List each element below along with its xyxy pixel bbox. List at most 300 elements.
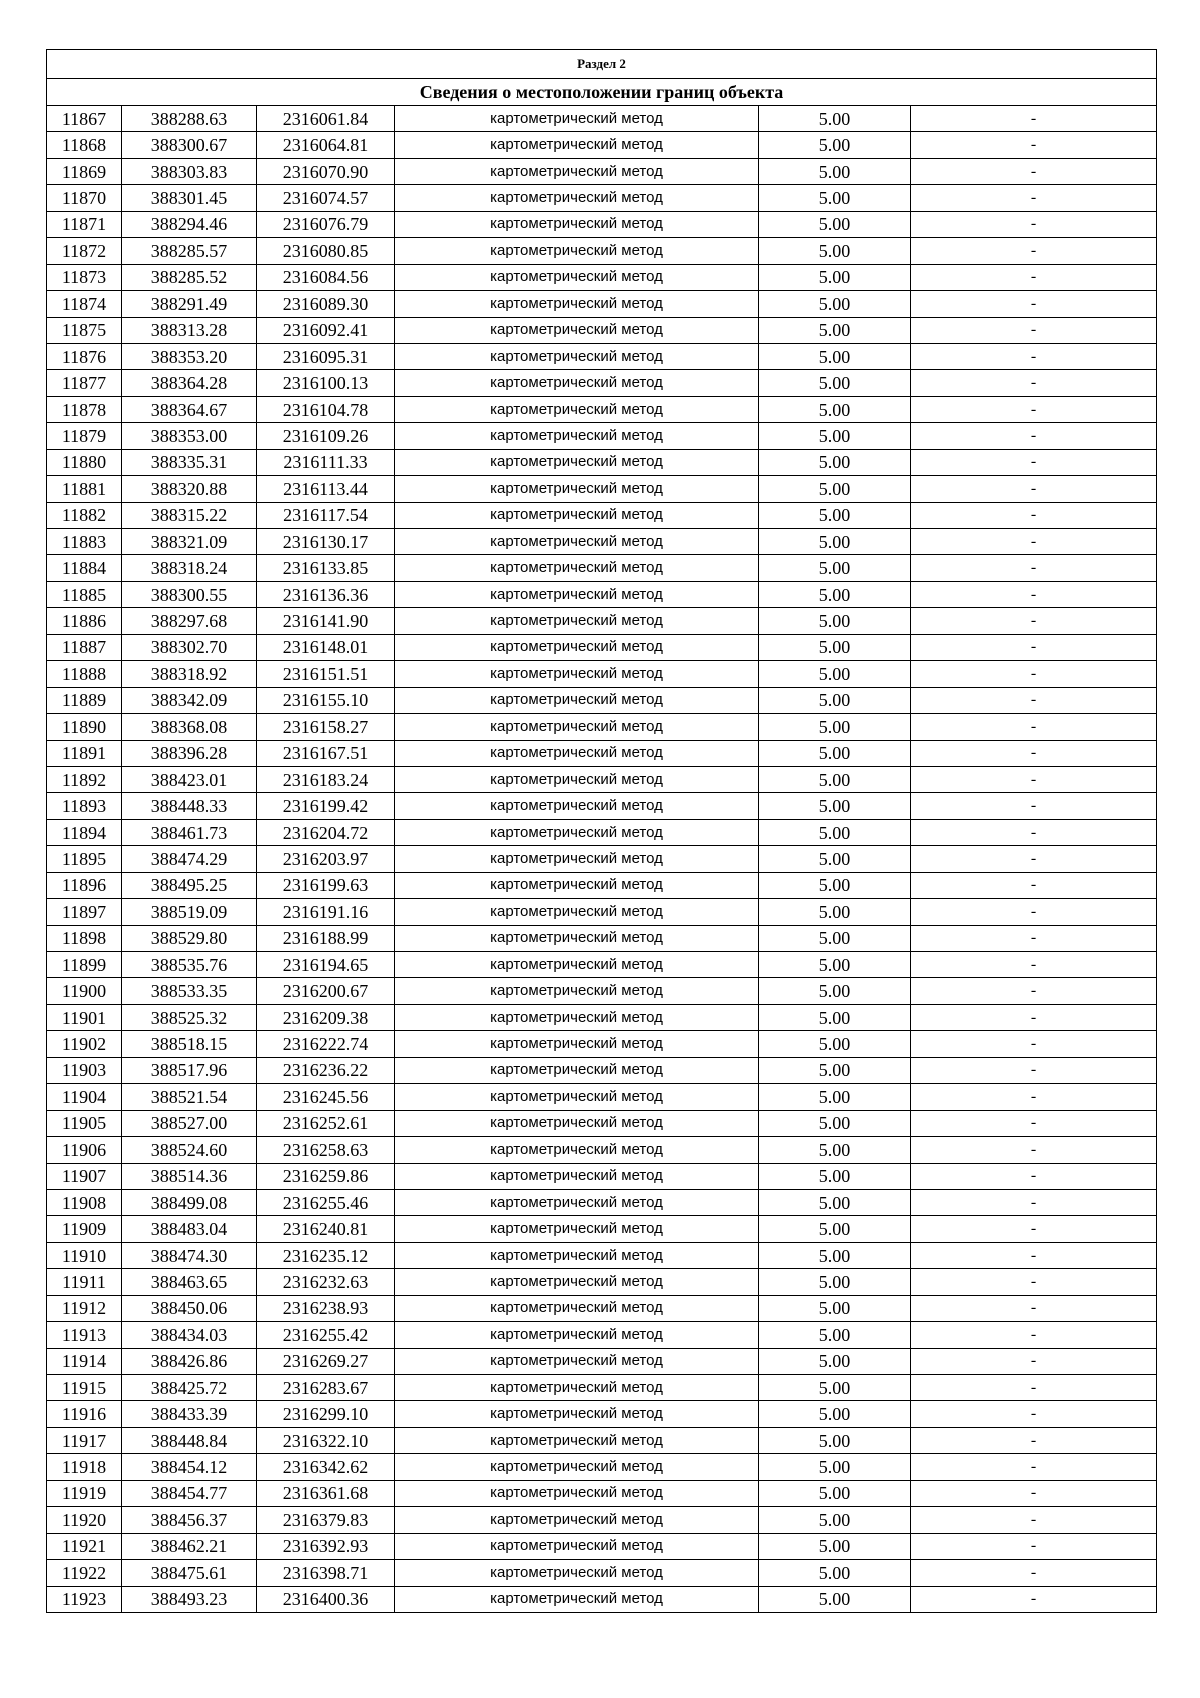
method-cell: картометрический метод (395, 132, 759, 158)
x-coordinate-cell: 388527.00 (122, 1110, 257, 1136)
note-cell: - (911, 1216, 1157, 1242)
method-cell: картометрический метод (395, 476, 759, 502)
table-title: Сведения о местоположении границ объекта (47, 79, 1157, 106)
x-coordinate-cell: 388300.55 (122, 581, 257, 607)
y-coordinate-cell: 2316398.71 (257, 1560, 395, 1586)
note-cell: - (911, 581, 1157, 607)
x-coordinate-cell: 388525.32 (122, 1004, 257, 1030)
accuracy-cell: 5.00 (759, 1269, 911, 1295)
y-coordinate-cell: 2316252.61 (257, 1110, 395, 1136)
point-number-cell: 11899 (47, 952, 122, 978)
method-cell: картометрический метод (395, 343, 759, 369)
point-number-cell: 11877 (47, 370, 122, 396)
y-coordinate-cell: 2316155.10 (257, 687, 395, 713)
note-cell: - (911, 1137, 1157, 1163)
note-cell: - (911, 634, 1157, 660)
y-coordinate-cell: 2316361.68 (257, 1480, 395, 1506)
accuracy-cell: 5.00 (759, 264, 911, 290)
table-row (47, 766, 1157, 792)
method-cell: картометрический метод (395, 185, 759, 211)
y-coordinate-cell: 2316245.56 (257, 1084, 395, 1110)
table-row (47, 423, 1157, 449)
x-coordinate-cell: 388433.39 (122, 1401, 257, 1427)
method-cell: картометрический метод (395, 1137, 759, 1163)
method-cell: картометрический метод (395, 555, 759, 581)
y-coordinate-cell: 2316392.93 (257, 1533, 395, 1559)
table-row (47, 502, 1157, 528)
accuracy-cell: 5.00 (759, 555, 911, 581)
accuracy-cell: 5.00 (759, 846, 911, 872)
y-coordinate-cell: 2316141.90 (257, 608, 395, 634)
note-cell: - (911, 1110, 1157, 1136)
method-cell: картометрический метод (395, 1480, 759, 1506)
x-coordinate-cell: 388462.21 (122, 1533, 257, 1559)
y-coordinate-cell: 2316283.67 (257, 1375, 395, 1401)
method-cell: картометрический метод (395, 1427, 759, 1453)
accuracy-cell: 5.00 (759, 1163, 911, 1189)
note-cell: - (911, 238, 1157, 264)
table-row (47, 370, 1157, 396)
point-number-cell: 11871 (47, 211, 122, 237)
method-cell: картометрический метод (395, 1295, 759, 1321)
point-number-cell: 11880 (47, 449, 122, 475)
note-cell: - (911, 1560, 1157, 1586)
accuracy-cell: 5.00 (759, 1242, 911, 1268)
method-cell: картометрический метод (395, 819, 759, 845)
accuracy-cell: 5.00 (759, 1586, 911, 1612)
point-number-cell: 11901 (47, 1004, 122, 1030)
point-number-cell: 11902 (47, 1031, 122, 1057)
note-cell: - (911, 1031, 1157, 1057)
y-coordinate-cell: 2316236.22 (257, 1057, 395, 1083)
point-number-cell: 11887 (47, 634, 122, 660)
table-row (47, 1031, 1157, 1057)
y-coordinate-cell: 2316258.63 (257, 1137, 395, 1163)
accuracy-cell: 5.00 (759, 396, 911, 422)
method-cell: картометрический метод (395, 661, 759, 687)
accuracy-cell: 5.00 (759, 1031, 911, 1057)
accuracy-cell: 5.00 (759, 238, 911, 264)
x-coordinate-cell: 388533.35 (122, 978, 257, 1004)
note-cell: - (911, 819, 1157, 845)
method-cell: картометрический метод (395, 1269, 759, 1295)
method-cell: картометрический метод (395, 634, 759, 660)
x-coordinate-cell: 388454.12 (122, 1454, 257, 1480)
x-coordinate-cell: 388318.92 (122, 661, 257, 687)
table-row (47, 1242, 1157, 1268)
y-coordinate-cell: 2316136.36 (257, 581, 395, 607)
point-number-cell: 11881 (47, 476, 122, 502)
x-coordinate-cell: 388285.52 (122, 264, 257, 290)
boundary-points-table (46, 49, 1157, 1613)
x-coordinate-cell: 388335.31 (122, 449, 257, 475)
table-row (47, 687, 1157, 713)
y-coordinate-cell: 2316064.81 (257, 132, 395, 158)
method-cell: картометрический метод (395, 1560, 759, 1586)
method-cell: картометрический метод (395, 899, 759, 925)
point-number-cell: 11903 (47, 1057, 122, 1083)
method-cell: картометрический метод (395, 1110, 759, 1136)
note-cell: - (911, 370, 1157, 396)
y-coordinate-cell: 2316240.81 (257, 1216, 395, 1242)
note-cell: - (911, 1004, 1157, 1030)
accuracy-cell: 5.00 (759, 740, 911, 766)
table-row (47, 740, 1157, 766)
method-cell: картометрический метод (395, 687, 759, 713)
accuracy-cell: 5.00 (759, 1216, 911, 1242)
table-row (47, 634, 1157, 660)
accuracy-cell: 5.00 (759, 106, 911, 132)
method-cell: картометрический метод (395, 1242, 759, 1268)
table-row (47, 1295, 1157, 1321)
point-number-cell: 11908 (47, 1189, 122, 1215)
point-number-cell: 11900 (47, 978, 122, 1004)
x-coordinate-cell: 388426.86 (122, 1348, 257, 1374)
x-coordinate-cell: 388454.77 (122, 1480, 257, 1506)
accuracy-cell: 5.00 (759, 423, 911, 449)
method-cell: картометрический метод (395, 291, 759, 317)
y-coordinate-cell: 2316133.85 (257, 555, 395, 581)
point-number-cell: 11878 (47, 396, 122, 422)
method-cell: картометрический метод (395, 317, 759, 343)
method-cell: картометрический метод (395, 978, 759, 1004)
table-row (47, 343, 1157, 369)
point-number-cell: 11920 (47, 1507, 122, 1533)
x-coordinate-cell: 388303.83 (122, 158, 257, 184)
method-cell: картометрический метод (395, 1031, 759, 1057)
table-row (47, 1084, 1157, 1110)
method-cell: картометрический метод (395, 1004, 759, 1030)
note-cell: - (911, 264, 1157, 290)
y-coordinate-cell: 2316203.97 (257, 846, 395, 872)
table-row (47, 714, 1157, 740)
table-row (47, 238, 1157, 264)
note-cell: - (911, 1189, 1157, 1215)
accuracy-cell: 5.00 (759, 185, 911, 211)
table-row (47, 1216, 1157, 1242)
table-row (47, 1427, 1157, 1453)
table-row (47, 819, 1157, 845)
point-number-cell: 11898 (47, 925, 122, 951)
point-number-cell: 11896 (47, 872, 122, 898)
table-row (47, 1586, 1157, 1612)
point-number-cell: 11910 (47, 1242, 122, 1268)
accuracy-cell: 5.00 (759, 502, 911, 528)
y-coordinate-cell: 2316255.46 (257, 1189, 395, 1215)
y-coordinate-cell: 2316269.27 (257, 1348, 395, 1374)
table-row (47, 581, 1157, 607)
table-row (47, 132, 1157, 158)
point-number-cell: 11891 (47, 740, 122, 766)
y-coordinate-cell: 2316092.41 (257, 317, 395, 343)
table-row (47, 1375, 1157, 1401)
table-row (47, 1348, 1157, 1374)
x-coordinate-cell: 388300.67 (122, 132, 257, 158)
accuracy-cell: 5.00 (759, 449, 911, 475)
note-cell: - (911, 1348, 1157, 1374)
accuracy-cell: 5.00 (759, 370, 911, 396)
point-number-cell: 11868 (47, 132, 122, 158)
x-coordinate-cell: 388313.28 (122, 317, 257, 343)
x-coordinate-cell: 388499.08 (122, 1189, 257, 1215)
point-number-cell: 11921 (47, 1533, 122, 1559)
note-cell: - (911, 1057, 1157, 1083)
accuracy-cell: 5.00 (759, 793, 911, 819)
method-cell: картометрический метод (395, 793, 759, 819)
method-cell: картометрический метод (395, 1401, 759, 1427)
table-row (47, 1269, 1157, 1295)
x-coordinate-cell: 388285.57 (122, 238, 257, 264)
y-coordinate-cell: 2316148.01 (257, 634, 395, 660)
accuracy-cell: 5.00 (759, 291, 911, 317)
note-cell: - (911, 1401, 1157, 1427)
method-cell: картометрический метод (395, 502, 759, 528)
x-coordinate-cell: 388364.28 (122, 370, 257, 396)
table-row (47, 1163, 1157, 1189)
accuracy-cell: 5.00 (759, 872, 911, 898)
point-number-cell: 11886 (47, 608, 122, 634)
accuracy-cell: 5.00 (759, 1375, 911, 1401)
x-coordinate-cell: 388519.09 (122, 899, 257, 925)
table-row (47, 1004, 1157, 1030)
accuracy-cell: 5.00 (759, 661, 911, 687)
accuracy-cell: 5.00 (759, 714, 911, 740)
note-cell: - (911, 1507, 1157, 1533)
point-number-cell: 11919 (47, 1480, 122, 1506)
y-coordinate-cell: 2316089.30 (257, 291, 395, 317)
note-cell: - (911, 211, 1157, 237)
y-coordinate-cell: 2316204.72 (257, 819, 395, 845)
note-cell: - (911, 529, 1157, 555)
point-number-cell: 11893 (47, 793, 122, 819)
method-cell: картометрический метод (395, 1084, 759, 1110)
point-number-cell: 11875 (47, 317, 122, 343)
point-number-cell: 11923 (47, 1586, 122, 1612)
method-cell: картометрический метод (395, 106, 759, 132)
x-coordinate-cell: 388318.24 (122, 555, 257, 581)
accuracy-cell: 5.00 (759, 1507, 911, 1533)
note-cell: - (911, 555, 1157, 581)
x-coordinate-cell: 388495.25 (122, 872, 257, 898)
method-cell: картометрический метод (395, 1163, 759, 1189)
method-cell: картометрический метод (395, 264, 759, 290)
point-number-cell: 11906 (47, 1137, 122, 1163)
x-coordinate-cell: 388353.20 (122, 343, 257, 369)
y-coordinate-cell: 2316200.67 (257, 978, 395, 1004)
table-row (47, 476, 1157, 502)
point-number-cell: 11892 (47, 766, 122, 792)
method-cell: картометрический метод (395, 1533, 759, 1559)
y-coordinate-cell: 2316379.83 (257, 1507, 395, 1533)
x-coordinate-cell: 388483.04 (122, 1216, 257, 1242)
x-coordinate-cell: 388517.96 (122, 1057, 257, 1083)
method-cell: картометрический метод (395, 158, 759, 184)
note-cell: - (911, 608, 1157, 634)
y-coordinate-cell: 2316183.24 (257, 766, 395, 792)
x-coordinate-cell: 388364.67 (122, 396, 257, 422)
table-row (47, 1322, 1157, 1348)
accuracy-cell: 5.00 (759, 1189, 911, 1215)
section-header-row (47, 50, 1157, 79)
method-cell: картометрический метод (395, 740, 759, 766)
method-cell: картометрический метод (395, 714, 759, 740)
y-coordinate-cell: 2316104.78 (257, 396, 395, 422)
accuracy-cell: 5.00 (759, 1427, 911, 1453)
note-cell: - (911, 1242, 1157, 1268)
accuracy-cell: 5.00 (759, 608, 911, 634)
y-coordinate-cell: 2316074.57 (257, 185, 395, 211)
table-title-row (47, 79, 1157, 106)
point-number-cell: 11897 (47, 899, 122, 925)
y-coordinate-cell: 2316080.85 (257, 238, 395, 264)
method-cell: картометрический метод (395, 529, 759, 555)
y-coordinate-cell: 2316095.31 (257, 343, 395, 369)
y-coordinate-cell: 2316222.74 (257, 1031, 395, 1057)
x-coordinate-cell: 388463.65 (122, 1269, 257, 1295)
y-coordinate-cell: 2316130.17 (257, 529, 395, 555)
method-cell: картометрический метод (395, 1586, 759, 1612)
table-row (47, 1137, 1157, 1163)
point-number-cell: 11874 (47, 291, 122, 317)
note-cell: - (911, 1084, 1157, 1110)
accuracy-cell: 5.00 (759, 132, 911, 158)
table-row (47, 555, 1157, 581)
note-cell: - (911, 714, 1157, 740)
note-cell: - (911, 476, 1157, 502)
point-number-cell: 11917 (47, 1427, 122, 1453)
point-number-cell: 11876 (47, 343, 122, 369)
point-number-cell: 11907 (47, 1163, 122, 1189)
point-number-cell: 11870 (47, 185, 122, 211)
x-coordinate-cell: 388425.72 (122, 1375, 257, 1401)
x-coordinate-cell: 388474.30 (122, 1242, 257, 1268)
method-cell: картометрический метод (395, 1057, 759, 1083)
y-coordinate-cell: 2316255.42 (257, 1322, 395, 1348)
method-cell: картометрический метод (395, 238, 759, 264)
method-cell: картометрический метод (395, 952, 759, 978)
x-coordinate-cell: 388423.01 (122, 766, 257, 792)
table-row (47, 1189, 1157, 1215)
accuracy-cell: 5.00 (759, 1295, 911, 1321)
accuracy-cell: 5.00 (759, 925, 911, 951)
x-coordinate-cell: 388448.84 (122, 1427, 257, 1453)
method-cell: картометрический метод (395, 449, 759, 475)
y-coordinate-cell: 2316158.27 (257, 714, 395, 740)
note-cell: - (911, 899, 1157, 925)
table-row (47, 793, 1157, 819)
y-coordinate-cell: 2316100.13 (257, 370, 395, 396)
y-coordinate-cell: 2316151.51 (257, 661, 395, 687)
x-coordinate-cell: 388474.29 (122, 846, 257, 872)
point-number-cell: 11918 (47, 1454, 122, 1480)
accuracy-cell: 5.00 (759, 158, 911, 184)
note-cell: - (911, 1427, 1157, 1453)
point-number-cell: 11914 (47, 1348, 122, 1374)
note-cell: - (911, 158, 1157, 184)
accuracy-cell: 5.00 (759, 766, 911, 792)
x-coordinate-cell: 388301.45 (122, 185, 257, 211)
y-coordinate-cell: 2316299.10 (257, 1401, 395, 1427)
note-cell: - (911, 793, 1157, 819)
note-cell: - (911, 423, 1157, 449)
x-coordinate-cell: 388288.63 (122, 106, 257, 132)
method-cell: картометрический метод (395, 396, 759, 422)
table-row (47, 529, 1157, 555)
table-row (47, 264, 1157, 290)
note-cell: - (911, 1480, 1157, 1506)
table-row (47, 1057, 1157, 1083)
accuracy-cell: 5.00 (759, 1084, 911, 1110)
accuracy-cell: 5.00 (759, 343, 911, 369)
x-coordinate-cell: 388320.88 (122, 476, 257, 502)
accuracy-cell: 5.00 (759, 581, 911, 607)
point-number-cell: 11911 (47, 1269, 122, 1295)
accuracy-cell: 5.00 (759, 317, 911, 343)
x-coordinate-cell: 388514.36 (122, 1163, 257, 1189)
x-coordinate-cell: 388518.15 (122, 1031, 257, 1057)
point-number-cell: 11885 (47, 581, 122, 607)
point-number-cell: 11884 (47, 555, 122, 581)
table-row (47, 899, 1157, 925)
y-coordinate-cell: 2316259.86 (257, 1163, 395, 1189)
method-cell: картометрический метод (395, 1507, 759, 1533)
x-coordinate-cell: 388493.23 (122, 1586, 257, 1612)
method-cell: картометрический метод (395, 846, 759, 872)
y-coordinate-cell: 2316113.44 (257, 476, 395, 502)
x-coordinate-cell: 388475.61 (122, 1560, 257, 1586)
x-coordinate-cell: 388315.22 (122, 502, 257, 528)
x-coordinate-cell: 388524.60 (122, 1137, 257, 1163)
table-row (47, 1480, 1157, 1506)
method-cell: картометрический метод (395, 872, 759, 898)
note-cell: - (911, 740, 1157, 766)
point-number-cell: 11889 (47, 687, 122, 713)
accuracy-cell: 5.00 (759, 1454, 911, 1480)
note-cell: - (911, 449, 1157, 475)
method-cell: картометрический метод (395, 608, 759, 634)
accuracy-cell: 5.00 (759, 1110, 911, 1136)
method-cell: картометрический метод (395, 211, 759, 237)
table-row (47, 211, 1157, 237)
table-row (47, 872, 1157, 898)
point-number-cell: 11894 (47, 819, 122, 845)
point-number-cell: 11888 (47, 661, 122, 687)
x-coordinate-cell: 388353.00 (122, 423, 257, 449)
table-row (47, 978, 1157, 1004)
point-number-cell: 11890 (47, 714, 122, 740)
note-cell: - (911, 872, 1157, 898)
x-coordinate-cell: 388434.03 (122, 1322, 257, 1348)
table-row (47, 846, 1157, 872)
point-number-cell: 11883 (47, 529, 122, 555)
table-row (47, 1401, 1157, 1427)
accuracy-cell: 5.00 (759, 1004, 911, 1030)
table-row (47, 1560, 1157, 1586)
accuracy-cell: 5.00 (759, 1348, 911, 1374)
point-number-cell: 11905 (47, 1110, 122, 1136)
x-coordinate-cell: 388342.09 (122, 687, 257, 713)
accuracy-cell: 5.00 (759, 1322, 911, 1348)
point-number-cell: 11912 (47, 1295, 122, 1321)
table-row (47, 185, 1157, 211)
table-row (47, 1507, 1157, 1533)
method-cell: картометрический метод (395, 766, 759, 792)
point-number-cell: 11872 (47, 238, 122, 264)
y-coordinate-cell: 2316111.33 (257, 449, 395, 475)
method-cell: картометрический метод (395, 581, 759, 607)
note-cell: - (911, 132, 1157, 158)
note-cell: - (911, 952, 1157, 978)
